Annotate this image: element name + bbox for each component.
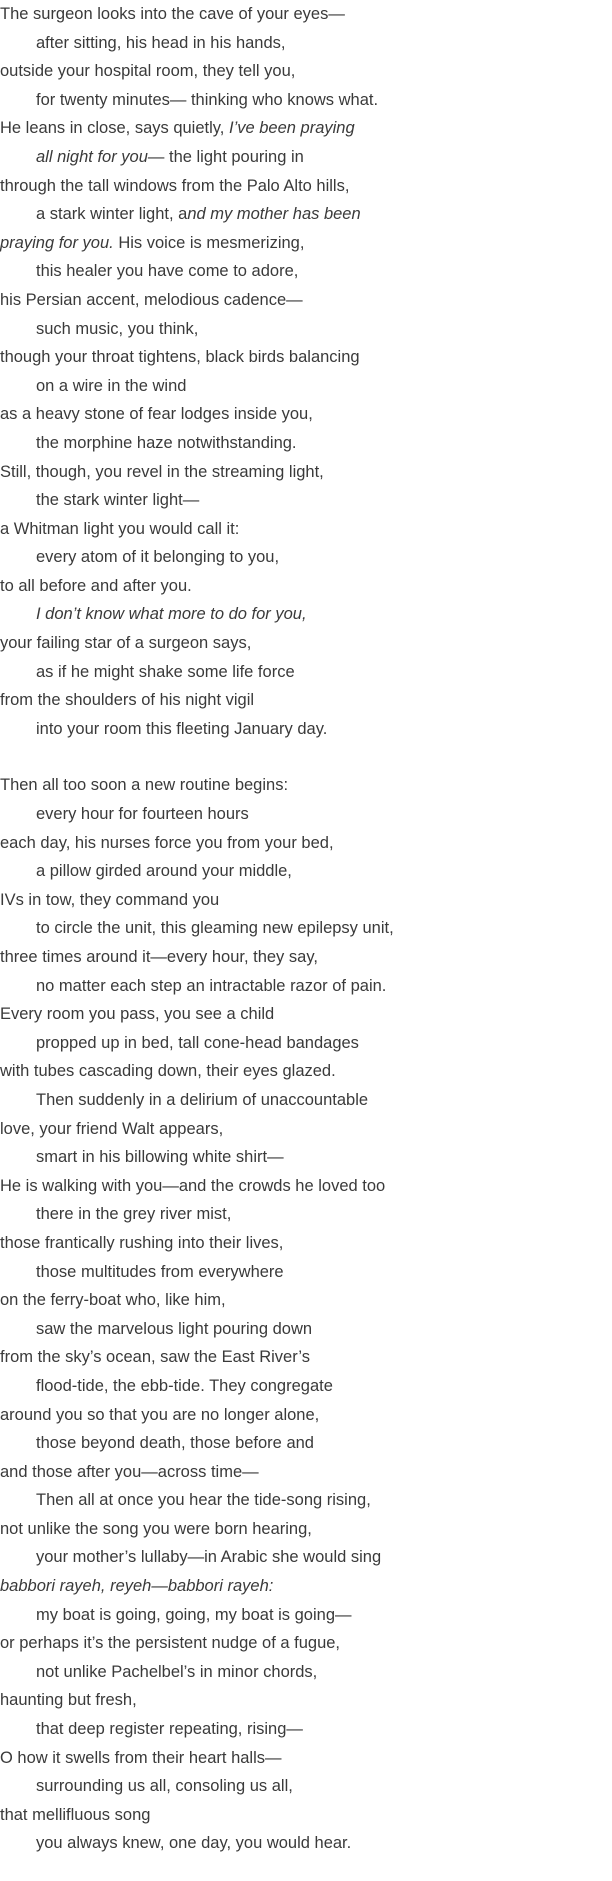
line-text: my boat is going, going, my boat is going—: [36, 1605, 352, 1624]
line-text: his Persian accent, melodious cadence—: [0, 290, 303, 309]
line-text: He leans in close, says quietly,: [0, 119, 229, 138]
line-text: the stark winter light—: [36, 491, 200, 510]
line-text: from the sky’s ocean, saw the East River’s: [0, 1348, 310, 1367]
poem-line: [0, 29, 612, 58]
poem-line: [0, 1458, 612, 1487]
poem-line: [0, 57, 612, 86]
poem-line: [0, 1172, 612, 1201]
poem-line: [0, 771, 612, 800]
line-text: propped up in bed, tall cone-head bandages: [36, 1033, 359, 1052]
poem-line: [0, 857, 612, 886]
stanza-2: [0, 771, 612, 1858]
line-text: surrounding us all, consoling us all,: [36, 1777, 293, 1796]
italic-text: I don’t know what more to do for you,: [36, 605, 307, 624]
poem-line: [0, 343, 612, 372]
poem-line: [0, 1086, 612, 1115]
poem-line: [0, 429, 612, 458]
poem-line: [0, 286, 612, 315]
poem-line: [0, 1000, 612, 1029]
poem-line: [0, 1429, 612, 1458]
poem-line: [0, 1601, 612, 1630]
poem-line: [0, 829, 612, 858]
line-text: on the ferry-boat who, like him,: [0, 1291, 226, 1310]
poem-line: [0, 1543, 612, 1572]
line-text: The surgeon looks into the cave of your eyes—: [0, 5, 345, 23]
poem-line: [0, 800, 612, 829]
line-text: a stark winter light, a: [36, 205, 188, 224]
line-text: your failing star of a surgeon says,: [0, 634, 252, 653]
line-text: those multitudes from everywhere: [36, 1262, 284, 1281]
poem-line: [0, 1572, 612, 1601]
poem-line: [0, 1115, 612, 1144]
line-text: smart in his billowing white shirt—: [36, 1148, 284, 1167]
line-text: Every room you pass, you see a child: [0, 1005, 275, 1024]
poem-line: [0, 1200, 612, 1229]
line-text: those frantically rushing into their lives,: [0, 1233, 284, 1252]
poem-line: [0, 1258, 612, 1287]
poem-line: [0, 1658, 612, 1687]
poem-line: [0, 1515, 612, 1544]
line-text: or perhaps it’s the persistent nudge of a fugue,: [0, 1634, 341, 1653]
poem-line: [0, 600, 612, 629]
poem-line: [0, 143, 612, 172]
line-text: every hour for fourteen hours: [36, 805, 249, 824]
poem-line: [0, 1057, 612, 1086]
line-text: as if he might shake some life force: [36, 662, 295, 681]
poem-line: [0, 458, 612, 487]
line-text: the morphine haze notwithstanding.: [36, 433, 297, 452]
italic-text: I’ve been praying: [228, 119, 355, 138]
line-text: around you so that you are no longer alone,: [0, 1405, 320, 1424]
poem-line: [0, 543, 612, 572]
poem-line: [0, 1401, 612, 1430]
line-text: love, your friend Walt appears,: [0, 1119, 224, 1138]
line-text: from the shoulders of his night vigil: [0, 691, 255, 710]
poem-line: [0, 1029, 612, 1058]
poem-line: [0, 114, 612, 143]
line-text: a pillow girded around your middle,: [36, 862, 292, 881]
poem-line: [0, 686, 612, 715]
line-text: no matter each step an intractable razor of pain.: [36, 976, 387, 995]
line-text: His voice is mesmerizing,: [113, 233, 305, 252]
poem-line: [0, 172, 612, 201]
line-text: as a heavy stone of fear lodges inside you,: [0, 405, 313, 424]
poem-line: [0, 943, 612, 972]
poem-line: [0, 1372, 612, 1401]
poem-line: [0, 315, 612, 344]
poem-line: [0, 715, 612, 744]
poem-line: [0, 486, 612, 515]
italic-text: all night for you: [36, 147, 148, 166]
italic-text: babbori rayeh, reyeh—babbori rayeh:: [0, 1577, 274, 1596]
line-text: every atom of it belonging to you,: [36, 548, 280, 567]
line-text: not unlike Pachelbel’s in minor chords,: [36, 1662, 318, 1681]
poem-line: [0, 1486, 612, 1515]
line-text: outside your hospital room, they tell you,: [0, 62, 296, 81]
poem-line: [0, 1229, 612, 1258]
poem-line: [0, 1286, 612, 1315]
line-text: with tubes cascading down, their eyes glazed.: [0, 1062, 336, 1081]
line-text: — the light pouring in: [147, 147, 304, 166]
line-text: to circle the unit, this gleaming new epilepsy unit,: [36, 919, 394, 938]
line-text: after sitting, his head in his hands,: [36, 33, 286, 52]
line-text: Still, though, you revel in the streaming light,: [0, 462, 324, 481]
poem-line: [0, 1772, 612, 1801]
line-text: your mother’s lullaby—in Arabic she would sing: [36, 1548, 382, 1567]
line-text: that mellifluous song: [0, 1805, 151, 1824]
line-text: Then all at once you hear the tide-song rising,: [36, 1491, 371, 1510]
line-text: Then suddenly in a delirium of unaccountable: [36, 1090, 369, 1109]
line-text: Then all too soon a new routine begins:: [0, 776, 289, 795]
poem-line: [0, 1315, 612, 1344]
line-text: though your throat tightens, black birds balancing: [0, 348, 360, 367]
stanza-1: [0, 0, 612, 743]
line-text: you always knew, one day, you would hear.: [36, 1834, 352, 1853]
poem-line: [0, 86, 612, 115]
poem-line: [0, 972, 612, 1001]
italic-text: nd my mother has been: [187, 205, 361, 224]
poem-line: [0, 1715, 612, 1744]
line-text: on a wire in the wind: [36, 376, 187, 395]
poem-line: [0, 200, 612, 229]
line-text: He is walking with you—and the crowds he loved too: [0, 1176, 386, 1195]
poem-line: [0, 914, 612, 943]
poem-line: [0, 658, 612, 687]
poem-line: [0, 372, 612, 401]
poem-line: [0, 515, 612, 544]
poem-line: [0, 1143, 612, 1172]
line-text: for twenty minutes— thinking who knows what.: [36, 90, 379, 109]
poem-line: [0, 1343, 612, 1372]
poem-line: [0, 886, 612, 915]
poem-line: [0, 257, 612, 286]
line-text: flood-tide, the ebb-tide. They congregate: [36, 1376, 333, 1395]
poem-line: [0, 1629, 612, 1658]
poem-line: [0, 1829, 612, 1858]
poem-line: [0, 1744, 612, 1773]
poem-line: [0, 629, 612, 658]
poem-line: [0, 572, 612, 601]
line-text: through the tall windows from the Palo Alto hills,: [0, 176, 350, 195]
poem-line: [0, 229, 612, 258]
italic-text: praying for you.: [0, 233, 114, 252]
line-text: O how it swells from their heart halls—: [0, 1748, 282, 1767]
line-text: there in the grey river mist,: [36, 1205, 232, 1224]
line-text: and those after you—across time—: [0, 1462, 259, 1481]
line-text: such music, you think,: [36, 319, 199, 338]
line-text: to all before and after you.: [0, 576, 192, 595]
line-text: into your room this fleeting January day.: [36, 719, 328, 738]
line-text: IVs in tow, they command you: [0, 890, 220, 909]
line-text: this healer you have come to adore,: [36, 262, 299, 281]
line-text: each day, his nurses force you from your bed,: [0, 833, 334, 852]
poem-line: [0, 1801, 612, 1830]
line-text: that deep register repeating, rising—: [36, 1720, 303, 1739]
line-text: three times around it—every hour, they say,: [0, 948, 318, 966]
poem-line: [0, 0, 612, 29]
line-text: those beyond death, those before and: [36, 1434, 314, 1453]
line-text: a Whitman light you would call it:: [0, 519, 240, 538]
line-text: not unlike the song you were born hearing,: [0, 1519, 312, 1538]
poem-line: [0, 400, 612, 429]
line-text: haunting but fresh,: [0, 1691, 137, 1710]
poem-line: [0, 1686, 612, 1715]
line-text: saw the marvelous light pouring down: [36, 1319, 313, 1338]
